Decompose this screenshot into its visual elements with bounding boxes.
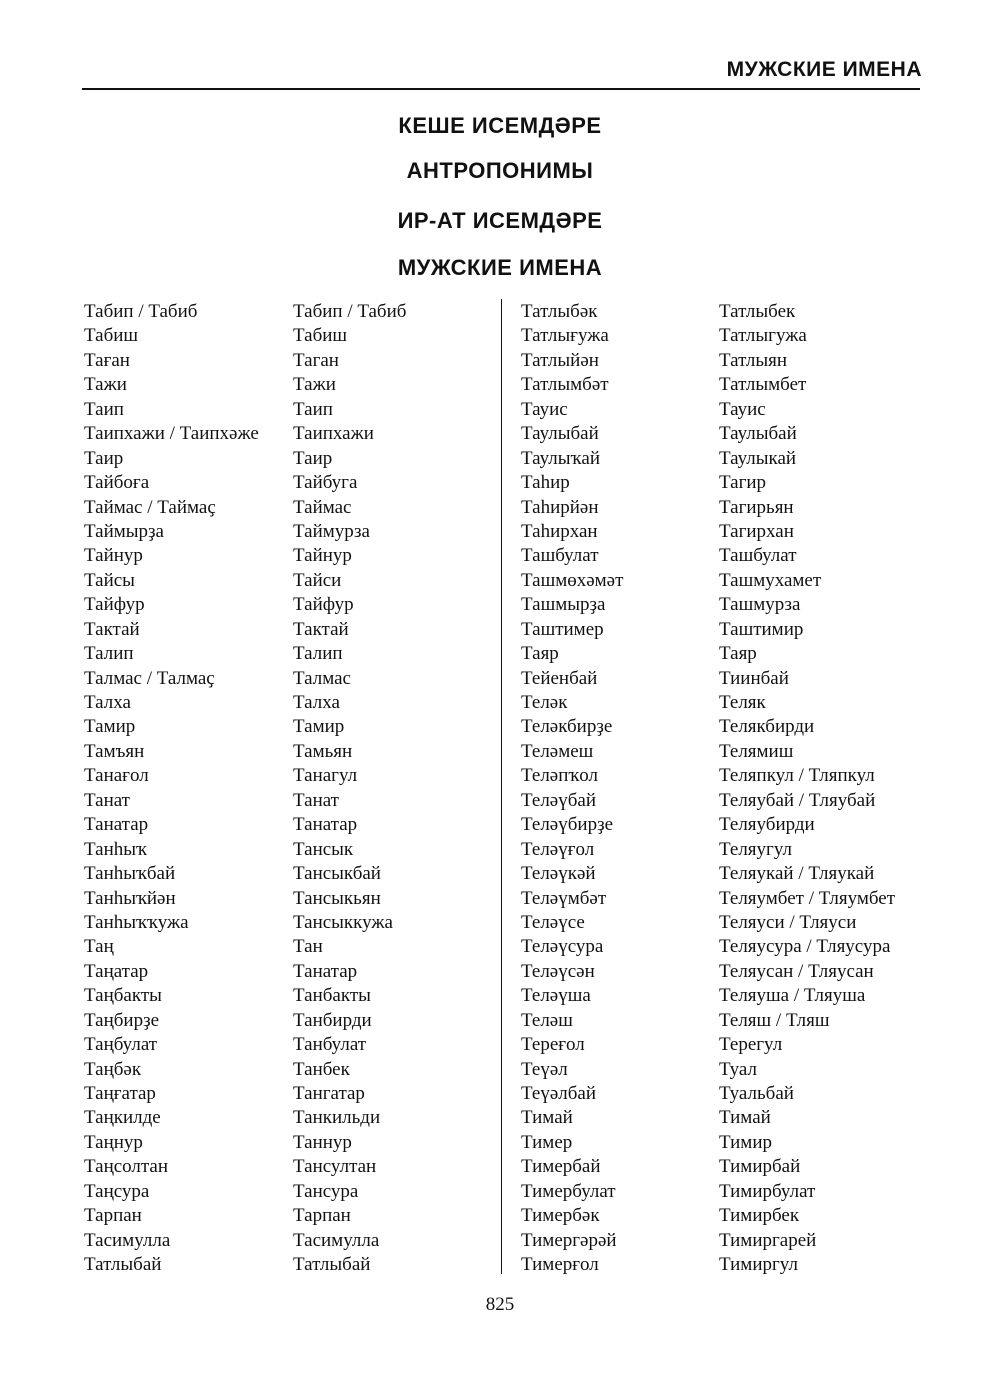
name-entry: Ташбулат (719, 545, 797, 567)
name-entry: Танбек (293, 1058, 350, 1080)
name-entry: Таң (84, 936, 114, 958)
name-entry: Таир (84, 447, 124, 469)
name-entry: Тансык (293, 838, 354, 860)
name-entry: Тимер (521, 1131, 573, 1153)
name-entry: Теләпҡол (521, 765, 599, 787)
name-column-right-bashkir (521, 300, 623, 1278)
name-entry: Тасимулла (293, 1229, 380, 1251)
name-entry: Теләүғол (521, 838, 595, 860)
name-entry: Теләүсән (521, 960, 595, 982)
name-entry: Тамир (84, 716, 136, 738)
name-entry: Таһирхан (521, 520, 598, 542)
name-entry: Тимир (719, 1131, 772, 1153)
name-entry: Теүәлбай (521, 1083, 596, 1104)
name-entry: Таймырҙа (84, 520, 164, 542)
name-entry: Теүәл (521, 1058, 568, 1080)
name-entry: Туальбай (719, 1083, 794, 1104)
name-entry: Таип (84, 398, 124, 420)
name-entry: Танатар (293, 814, 358, 836)
name-entry: Таган (293, 349, 339, 371)
name-entry: Теләүкәй (521, 863, 596, 885)
name-entry: Теляукай / Тляукай (719, 863, 875, 885)
name-entry: Табиш (293, 325, 348, 347)
name-entry: Таңсура (84, 1180, 150, 1202)
name-entry: Таулыбай (521, 423, 599, 445)
name-entry: Теляумбет / Тляумбет (719, 887, 896, 909)
name-entry: Татлыбай (293, 1254, 371, 1276)
name-entry: Теляуси / Тляуси (719, 911, 857, 933)
name-entry: Тимерғол (521, 1254, 599, 1276)
name-entry: Таулыкай (719, 447, 797, 469)
name-entry: Танһыҡбай (84, 863, 176, 885)
section-heading-russian: АНТРОПОНИМЫ (406, 158, 594, 183)
name-entry: Тейенбай (521, 667, 598, 689)
name-entry: Таннур (293, 1131, 352, 1153)
name-entry: Ташмөхәмәт (521, 569, 624, 591)
name-entry: Татлымбәт (521, 374, 609, 396)
name-entry: Таңбакты (84, 985, 162, 1007)
name-entry: Телямиш (719, 740, 794, 762)
name-entry: Танағол (84, 765, 149, 787)
name-entry: Талмас (293, 667, 351, 689)
name-entry: Танбакты (293, 985, 371, 1007)
name-entry: Тагирьян (719, 496, 794, 518)
name-entry: Таһирйән (521, 496, 599, 518)
name-entry: Теляубирди (719, 814, 815, 836)
name-entry: Тимай (521, 1107, 573, 1129)
name-entry: Теляугул (719, 838, 792, 860)
name-entry: Татлымбет (719, 374, 807, 396)
name-entry: Таңбәк (84, 1058, 142, 1080)
name-entry: Татлыбәк (521, 301, 598, 322)
name-entry: Таймас (293, 496, 352, 518)
name-entry: Тансура (293, 1180, 359, 1202)
name-entry: Тагирхан (719, 520, 794, 542)
name-entry: Тайбоға (84, 472, 150, 494)
name-entry: Таңғатар (84, 1083, 156, 1104)
name-entry: Тангатар (293, 1083, 365, 1104)
name-entry: Танат (293, 789, 339, 811)
subsection-heading-bashkir: ИР-АТ ИСЕМДӘРЕ (397, 208, 603, 233)
name-entry: Таңкилде (84, 1107, 161, 1129)
name-entry: Тимай (719, 1107, 771, 1129)
name-entry: Таған (84, 349, 130, 371)
name-entry: Талха (293, 692, 340, 713)
name-entry: Тажи (293, 374, 336, 396)
subsection-heading-russian: МУЖСКИЕ ИМЕНА (397, 255, 603, 280)
name-entry: Ташмухамет (719, 569, 822, 591)
name-entry: Таңнур (84, 1131, 143, 1153)
name-entry: Таймас / Таймаҫ (84, 496, 216, 518)
name-entry: Теләүша (521, 985, 591, 1007)
name-entry: Туал (719, 1058, 757, 1080)
name-entry: Тимирбулат (719, 1180, 816, 1202)
name-entry: Талмас / Талмаҫ (84, 667, 215, 689)
name-entry: Тайси (293, 569, 342, 591)
name-entry: Талип (293, 643, 343, 665)
name-entry: Тайнур (84, 545, 143, 567)
name-entry: Тагир (719, 472, 767, 494)
name-entry: Тансыкбай (293, 863, 381, 885)
name-entry: Татлығужа (521, 325, 609, 347)
column-divider (501, 299, 502, 1274)
name-entry: Таипхажи (293, 423, 374, 445)
name-entry: Таяр (521, 643, 559, 665)
name-entry: Теләүсе (521, 911, 585, 933)
name-entry: Тимиргарей (719, 1229, 817, 1251)
name-entry: Тиинбай (719, 667, 789, 689)
name-entry: Тайнур (293, 545, 352, 567)
name-entry: Таштимир (719, 618, 804, 640)
name-entry: Терегул (719, 1034, 783, 1056)
name-entry: Танагул (293, 765, 358, 787)
name-entry: Тайфур (84, 594, 145, 616)
header-rule (82, 88, 920, 90)
name-entry: Телякбирди (719, 716, 815, 738)
page-number: 825 (485, 1294, 515, 1315)
name-entry: Тимербулат (521, 1180, 616, 1202)
name-entry: Тимиргул (719, 1254, 798, 1276)
name-entry: Тауис (719, 398, 766, 420)
name-entry: Теляк (719, 692, 766, 713)
name-entry: Татлыбек (719, 301, 796, 322)
name-entry: Теләкбирҙе (521, 716, 613, 738)
name-entry: Таяр (719, 643, 757, 665)
name-entry: Тан (293, 936, 323, 958)
running-header-title: МУЖСКИЕ ИМЕНА (726, 58, 922, 81)
name-entry: Таһир (521, 472, 570, 494)
name-entry: Теляпкул / Тляпкул (719, 765, 875, 787)
name-entry: Теләүбирҙе (521, 814, 614, 836)
name-entry: Тамъян (84, 740, 145, 762)
name-entry: Татлыбай (84, 1254, 162, 1276)
name-entry: Теләмеш (521, 740, 594, 762)
name-entry: Тимербай (521, 1156, 601, 1178)
name-entry: Танһыҡҡужа (84, 911, 189, 933)
name-entry: Талип (84, 643, 134, 665)
name-entry: Тайсы (84, 569, 135, 591)
name-entry: Теләүбай (521, 789, 596, 811)
name-entry: Тарпан (293, 1205, 351, 1227)
name-entry: Тайфур (293, 594, 354, 616)
name-entry: Таулыбай (719, 423, 797, 445)
name-entry: Таулыҡай (521, 447, 601, 469)
name-entry: Теляуша / Тляуша (719, 985, 866, 1007)
name-entry: Таңсолтан (84, 1156, 169, 1178)
name-entry: Тактай (84, 618, 140, 640)
name-entry: Тажи (84, 374, 127, 396)
name-entry: Ташмырҙа (521, 594, 606, 616)
name-column-left-bashkir (84, 300, 259, 1278)
name-entry: Тасимулла (84, 1229, 171, 1251)
name-entry: Табип / Табиб (84, 301, 198, 322)
name-entry: Тереғол (521, 1034, 585, 1056)
name-entry: Тимербәк (521, 1205, 600, 1227)
name-entry: Таипхажи / Таипхәже (84, 423, 259, 445)
name-entry: Тарпан (84, 1205, 142, 1227)
name-entry: Татлыян (719, 349, 788, 371)
name-entry: Тимергәрәй (521, 1229, 617, 1251)
name-entry: Тайбуга (293, 472, 358, 494)
name-entry: Таштимер (521, 618, 604, 640)
name-entry: Тимирбек (719, 1205, 800, 1227)
name-entry: Тансыккужа (293, 911, 393, 933)
name-column-left-russian (293, 300, 406, 1278)
name-entry: Таңатар (84, 960, 149, 982)
name-entry: Теляусан / Тляусан (719, 960, 874, 982)
name-entry: Тамьян (293, 740, 353, 762)
name-entry: Танат (84, 789, 130, 811)
name-entry: Тактай (293, 618, 349, 640)
name-entry: Теляубай / Тляубай (719, 789, 876, 811)
name-entry: Ташбулат (521, 545, 599, 567)
name-entry: Ташмурза (719, 594, 801, 616)
name-entry: Таймурза (293, 520, 370, 542)
name-entry: Тансултан (293, 1156, 377, 1178)
name-entry: Теләүмбәт (521, 887, 607, 909)
name-entry: Таңбулат (84, 1034, 158, 1056)
name-entry: Табиш (84, 325, 139, 347)
name-entry: Танһыҡйән (84, 887, 176, 909)
name-entry: Тамир (293, 716, 345, 738)
name-entry: Татлыйән (521, 349, 599, 371)
name-entry: Таир (293, 447, 333, 469)
name-entry: Теляусура / Тляусура (719, 936, 891, 958)
name-entry: Танһыҡ (84, 838, 147, 860)
name-entry: Танатар (293, 960, 358, 982)
name-entry: Теләк (521, 692, 568, 713)
name-entry: Тауис (521, 398, 568, 420)
name-column-right-russian (719, 300, 895, 1278)
name-entry: Татлыгужа (719, 325, 807, 347)
name-entry: Таңбирҙе (84, 1009, 160, 1031)
name-entry: Танбирди (293, 1009, 372, 1031)
name-entry: Танкильди (293, 1107, 381, 1129)
name-entry: Танатар (84, 814, 149, 836)
name-entry: Тимирбай (719, 1156, 801, 1178)
name-entry: Тансыкьян (293, 887, 381, 909)
name-entry: Танбулат (293, 1034, 367, 1056)
name-entry: Теләш (521, 1009, 573, 1031)
section-heading-bashkir: КЕШЕ ИСЕМДӘРЕ (398, 113, 602, 138)
name-entry: Талха (84, 692, 131, 713)
name-entry: Теләүсура (521, 936, 604, 958)
name-entry: Теляш / Тляш (719, 1009, 830, 1031)
name-entry: Табип / Табиб (293, 301, 407, 322)
name-entry: Таип (293, 398, 333, 420)
